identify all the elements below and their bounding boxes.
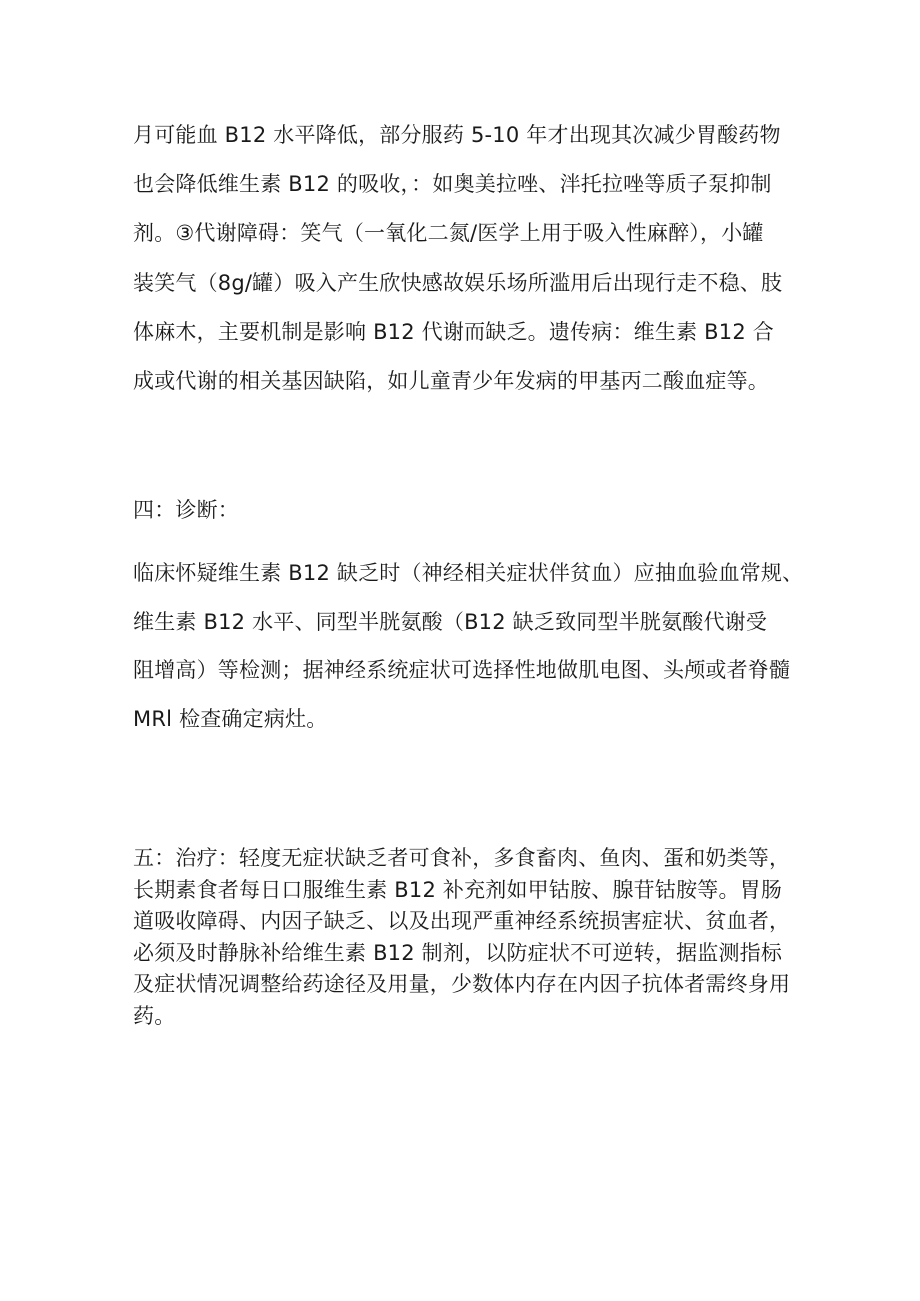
text-line: 及症状情况调整给药途径及用量，少数体内存在内因子抗体者需终身用 [133, 972, 791, 996]
text-line: 五：治疗：轻度无症状缺乏者可食补，多食畜肉、鱼肉、蛋和奶类等， [133, 846, 791, 870]
text-line: 维生素 B12 水平、同型半胱氨酸（B12 缺乏致同型半胱氨酸代谢受 [133, 609, 768, 634]
text-line: 长期素食者每日口服维生素 B12 补充剂如甲钴胺、腺苷钴胺等。胃肠 [133, 877, 783, 902]
text-line: 成或代谢的相关基因缺陷，如儿童青少年发病的甲基丙二酸血症等。 [133, 368, 769, 393]
text-line: 月可能血 B12 水平降低，部分服药 5-10 年才出现其次减少胃酸药物 [133, 123, 781, 147]
section-heading-diagnosis [133, 493, 813, 527]
text-line: 阻增高）等检测；据神经系统症状可选择性地做肌电图、头颅或者脊髓 [133, 658, 791, 682]
text-line: 体麻木，主要机制是影响 B12 代谢而缺乏。遗传病：维生素 B12 合 [133, 319, 774, 344]
paragraph-diagnosis-text [133, 556, 813, 750]
text-line: 剂。③代谢障碍：笑气（一氧化二氮/医学上用于吸入性麻醉），小罐 [133, 221, 764, 246]
paragraph-cause-text [133, 118, 813, 413]
text-line: 必须及时静脉补给维生素 B12 制剂，以防症状不可逆转，据监测指标 [133, 940, 783, 965]
paragraph-treatment-text [133, 843, 813, 1032]
text-line: 装笑气（8g/罐）吸入产生欣快感故娱乐场所滥用后出现行走不稳、肢 [133, 270, 783, 295]
text-line: 临床怀疑维生素 B12 缺乏时（神经相关症状伴贫血）应抽血验血常规、 [133, 561, 804, 585]
text-line: 也会降低维生素 B12 的吸收，：如奥美拉唑、泮托拉唑等质子泵抑制 [133, 172, 772, 197]
text-line: 药。 [133, 1003, 176, 1028]
text-line: MRl 检查确定病灶。 [133, 706, 328, 731]
text-line: 道吸收障碍、内因子缺乏、以及出现严重神经系统损害症状、贫血者， [133, 909, 791, 933]
heading-text: 四：诊断： [133, 498, 239, 522]
